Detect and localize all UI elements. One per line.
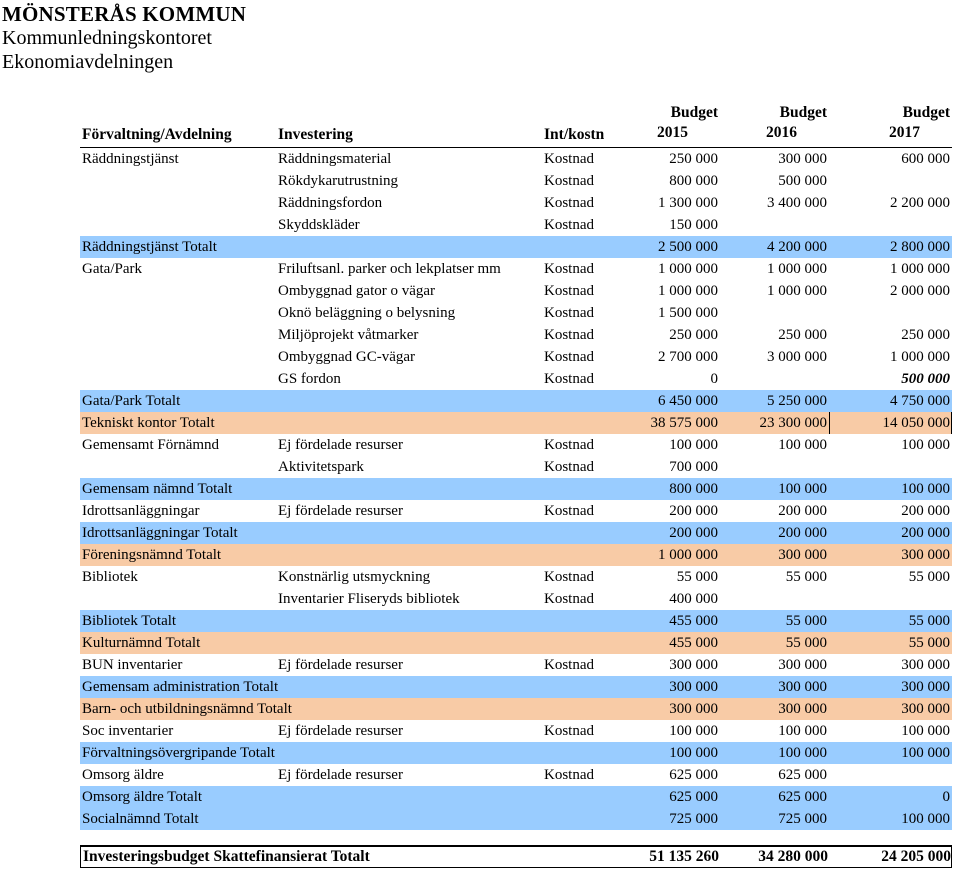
- cell-budget-2017: 200 000: [901, 525, 950, 541]
- budget-label: Budget: [670, 104, 718, 121]
- table-row: [80, 170, 952, 192]
- cell-budget-2015: 800 000: [669, 481, 718, 497]
- cell-int-kostn: Kostnad: [544, 591, 594, 607]
- cell-budget-2015: 1 000 000: [658, 283, 718, 299]
- cell-budget-2017: 55 000: [908, 635, 950, 651]
- cell-budget-2017: 2 800 000: [890, 239, 950, 255]
- cell-budget-2016: 1 000 000: [767, 261, 827, 277]
- cell-budget-2016: [721, 368, 827, 390]
- cell-budget-2016: 200 000: [778, 525, 827, 541]
- cell-budget-2016: 300 000: [778, 547, 827, 563]
- cell-forvaltning: Omsorg äldre Totalt: [82, 789, 203, 805]
- cell-budget-2016: [721, 456, 827, 478]
- cell-investering: Ombyggnad gator o vägar: [278, 283, 436, 299]
- cell-budget-2015: 700 000: [669, 459, 718, 475]
- cell-budget-2016: [721, 214, 827, 236]
- col-header-budget-2016: [721, 103, 827, 143]
- cell-budget-2015: 2 700 000: [658, 349, 718, 365]
- table-row: [80, 456, 952, 478]
- cell-int-kostn: Kostnad: [544, 261, 594, 277]
- cell-budget-2017: 100 000: [901, 811, 950, 827]
- cell-int-kostn: Kostnad: [544, 349, 594, 365]
- cell-budget-2015: 0: [710, 371, 718, 387]
- cell-forvaltning: Gemensam administration Totalt: [82, 679, 279, 695]
- table-row: [80, 588, 952, 610]
- cell-budget-2016: 3 400 000: [767, 195, 827, 211]
- cell-budget-2015: 1 300 000: [658, 195, 718, 211]
- subtotal-row: [80, 808, 952, 830]
- cell-budget-2017: 55 000: [908, 613, 950, 629]
- cell-budget-2017: 1 000 000: [890, 349, 950, 365]
- year-2017: 2017: [889, 124, 920, 141]
- cell-budget-2017: 500 000: [901, 371, 950, 387]
- cell-investering: Miljöprojekt våtmarker: [278, 327, 419, 343]
- cell-budget-2017: 100 000: [901, 723, 950, 739]
- year-2015: 2015: [657, 124, 688, 141]
- cell-int-kostn: Kostnad: [544, 283, 594, 299]
- cell-budget-2017: 300 000: [901, 657, 950, 673]
- cell-budget-2015: 200 000: [669, 503, 718, 519]
- cell-budget-2017: 250 000: [901, 327, 950, 343]
- cell-budget-2017: 300 000: [901, 547, 950, 563]
- cell-int-kostn: Kostnad: [544, 371, 594, 387]
- cell-budget-2017: 0: [942, 789, 950, 805]
- cell-budget-2016: 300 000: [778, 151, 827, 167]
- subtotal-row: [80, 632, 952, 654]
- cell-budget-2015: 455 000: [669, 613, 718, 629]
- col-header-investering: Investering: [278, 126, 353, 143]
- cell-forvaltning: Idrottsanläggningar: [82, 503, 200, 519]
- grand-total-label: Investeringsbudget Skattefinansierat Totalt: [83, 848, 370, 865]
- cell-investering: Aktivitetspark: [278, 459, 364, 475]
- col-header-budget-2015: [612, 103, 718, 143]
- cell-int-kostn: Kostnad: [544, 327, 594, 343]
- cell-int-kostn: Kostnad: [544, 569, 594, 585]
- cell-budget-2017: [844, 302, 950, 324]
- table-row: [80, 192, 952, 214]
- subtotal-row: [80, 786, 952, 808]
- cell-budget-2017: 300 000: [901, 679, 950, 695]
- cell-budget-2015: 100 000: [669, 437, 718, 453]
- table-row: [80, 346, 952, 368]
- org-name: MÖNSTERÅS KOMMUN: [2, 2, 247, 26]
- department-name: Kommunledningskontoret: [2, 27, 212, 49]
- table-row: [80, 764, 952, 786]
- cell-budget-2015: 300 000: [669, 679, 718, 695]
- cell-budget-2016: 300 000: [778, 657, 827, 673]
- cell-budget-2017: [844, 588, 950, 610]
- table-row: [80, 258, 952, 280]
- cell-investering: Konstnärlig utsmyckning: [278, 569, 431, 585]
- subtotal-row: [80, 522, 952, 544]
- cell-budget-2017: 100 000: [901, 437, 950, 453]
- table-row: [80, 500, 952, 522]
- table-row: [80, 214, 952, 236]
- cell-budget-2016: 200 000: [778, 503, 827, 519]
- subtotal-row: [80, 412, 952, 434]
- table-row: [80, 280, 952, 302]
- subtotal-row: [80, 390, 952, 412]
- cell-budget-2017: 300 000: [901, 701, 950, 717]
- cell-investering: Räddningsmaterial: [278, 151, 392, 167]
- cell-forvaltning: Föreningsnämnd Totalt: [82, 547, 222, 563]
- cell-budget-2016: [721, 588, 827, 610]
- cell-budget-2017: [844, 170, 950, 192]
- grand-total-2015: 51 135 260: [649, 848, 719, 865]
- cell-int-kostn: Kostnad: [544, 657, 594, 673]
- cell-investering: GS fordon: [278, 371, 341, 387]
- cell-int-kostn: Kostnad: [544, 305, 594, 321]
- cell-budget-2017: 14 050 000: [882, 415, 950, 431]
- cell-budget-2016: 100 000: [778, 437, 827, 453]
- cell-forvaltning: Barn- och utbildningsnämnd Totalt: [82, 701, 292, 717]
- cell-budget-2016: 100 000: [778, 745, 827, 761]
- cell-budget-2015: 2 500 000: [658, 239, 718, 255]
- cell-int-kostn: Kostnad: [544, 195, 594, 211]
- cell-forvaltning: Tekniskt kontor Totalt: [82, 415, 215, 431]
- cell-forvaltning: Soc inventarier: [82, 723, 174, 739]
- cell-budget-2016: 300 000: [778, 679, 827, 695]
- cell-budget-2015: 400 000: [669, 591, 718, 607]
- cell-budget-2015: 100 000: [669, 723, 718, 739]
- cell-budget-2015: 200 000: [669, 525, 718, 541]
- cell-budget-2015: 150 000: [669, 217, 718, 233]
- cell-budget-2017: 100 000: [901, 481, 950, 497]
- subtotal-row: [80, 544, 952, 566]
- cell-budget-2015: 1 000 000: [658, 261, 718, 277]
- cell-int-kostn: Kostnad: [544, 437, 594, 453]
- col-header-forvaltning: Förvaltning/Avdelning: [82, 126, 232, 143]
- organization-header: [2, 2, 246, 74]
- table-row: [80, 368, 952, 390]
- cell-investering: Ej fördelade resurser: [278, 767, 403, 783]
- cell-investering: Ombyggnad GC-vägar: [278, 349, 416, 365]
- cell-int-kostn: Kostnad: [544, 767, 594, 783]
- table-row: [80, 324, 952, 346]
- cell-forvaltning: Förvaltningsövergripande Totalt: [82, 745, 275, 761]
- cell-budget-2015: 455 000: [669, 635, 718, 651]
- cell-forvaltning: Omsorg äldre: [82, 767, 164, 783]
- cell-budget-2015: 38 575 000: [650, 415, 718, 431]
- cell-int-kostn: Kostnad: [544, 217, 594, 233]
- cell-budget-2015: 250 000: [669, 327, 718, 343]
- cell-budget-2016: 300 000: [778, 701, 827, 717]
- table-row: [80, 302, 952, 324]
- cell-border-2016: [829, 412, 830, 434]
- grand-total-2016: 34 280 000: [758, 848, 828, 865]
- cell-int-kostn: Kostnad: [544, 459, 594, 475]
- cell-forvaltning: Socialnämnd Totalt: [82, 811, 199, 827]
- table-row: [80, 654, 952, 676]
- cell-budget-2017: [844, 456, 950, 478]
- cell-budget-2015: 1 500 000: [658, 305, 718, 321]
- cell-border-2017: [951, 412, 952, 434]
- cell-budget-2016: 1 000 000: [767, 283, 827, 299]
- budget-label: Budget: [779, 104, 827, 121]
- cell-forvaltning: Gata/Park Totalt: [82, 393, 181, 409]
- cell-budget-2016: 625 000: [778, 789, 827, 805]
- cell-budget-2017: 55 000: [908, 569, 950, 585]
- cell-budget-2016: 3 000 000: [767, 349, 827, 365]
- cell-budget-2016: 55 000: [785, 635, 827, 651]
- cell-budget-2015: 1 000 000: [658, 547, 718, 563]
- cell-budget-2017: 600 000: [901, 151, 950, 167]
- subtotal-row: [80, 676, 952, 698]
- cell-investering: Ej fördelade resurser: [278, 437, 403, 453]
- cell-budget-2015: 250 000: [669, 151, 718, 167]
- cell-forvaltning: Idrottsanläggningar Totalt: [82, 525, 238, 541]
- cell-budget-2015: 625 000: [669, 767, 718, 783]
- cell-investering: Ej fördelade resurser: [278, 657, 403, 673]
- cell-budget-2016: [721, 302, 827, 324]
- cell-investering: Ej fördelade resurser: [278, 723, 403, 739]
- cell-budget-2017: 100 000: [901, 745, 950, 761]
- cell-budget-2015: 6 450 000: [658, 393, 718, 409]
- cell-budget-2015: 625 000: [669, 789, 718, 805]
- cell-budget-2016: 55 000: [785, 613, 827, 629]
- cell-investering: Rökdykarutrustning: [278, 173, 398, 189]
- cell-budget-2015: 725 000: [669, 811, 718, 827]
- cell-budget-2016: 5 250 000: [767, 393, 827, 409]
- cell-budget-2016: 725 000: [778, 811, 827, 827]
- cell-budget-2015: 800 000: [669, 173, 718, 189]
- subtotal-row: [80, 236, 952, 258]
- table-row: [80, 566, 952, 588]
- cell-forvaltning: Räddningstjänst: [82, 151, 179, 167]
- cell-budget-2016: 250 000: [778, 327, 827, 343]
- cell-budget-2016: 625 000: [778, 767, 827, 783]
- cell-forvaltning: Gemensamt Förnämnd: [82, 437, 220, 453]
- cell-forvaltning: Bibliotek Totalt: [82, 613, 177, 629]
- cell-budget-2015: 300 000: [669, 657, 718, 673]
- table-row: [80, 148, 952, 170]
- subtotal-row: [80, 610, 952, 632]
- cell-budget-2015: 55 000: [676, 569, 718, 585]
- cell-budget-2017: 2 200 000: [890, 195, 950, 211]
- cell-forvaltning: BUN inventarier: [82, 657, 183, 673]
- budget-label: Budget: [902, 104, 950, 121]
- cell-budget-2015: 300 000: [669, 701, 718, 717]
- subtotal-row: [80, 478, 952, 500]
- cell-budget-2017: 200 000: [901, 503, 950, 519]
- cell-budget-2015: 100 000: [669, 745, 718, 761]
- cell-budget-2017: [844, 214, 950, 236]
- cell-forvaltning: Bibliotek: [82, 569, 138, 585]
- cell-investering: Oknö beläggning o belysning: [278, 305, 456, 321]
- cell-investering: Friluftsanl. parker och lekplatser mm: [278, 261, 501, 277]
- cell-budget-2016: 500 000: [778, 173, 827, 189]
- cell-investering: Räddningsfordon: [278, 195, 383, 211]
- cell-forvaltning: Gata/Park: [82, 261, 142, 277]
- cell-budget-2016: 4 200 000: [767, 239, 827, 255]
- cell-budget-2016: 55 000: [785, 569, 827, 585]
- cell-budget-2016: 100 000: [778, 481, 827, 497]
- cell-int-kostn: Kostnad: [544, 151, 594, 167]
- cell-budget-2017: 4 750 000: [890, 393, 950, 409]
- cell-int-kostn: Kostnad: [544, 503, 594, 519]
- cell-investering: Ej fördelade resurser: [278, 503, 403, 519]
- col-header-int-kostn: Int/kostn: [544, 126, 605, 143]
- subtotal-row: [80, 698, 952, 720]
- cell-investering: Skyddskläder: [278, 217, 360, 233]
- table-row: [80, 434, 952, 456]
- cell-investering: Inventarier Fliseryds bibliotek: [278, 591, 460, 607]
- col-header-budget-2017: [844, 103, 950, 143]
- cell-budget-2016: 23 300 000: [759, 415, 827, 431]
- cell-budget-2017: [844, 764, 950, 786]
- grand-total-row: [80, 845, 952, 868]
- year-2016: 2016: [766, 124, 797, 141]
- cell-int-kostn: Kostnad: [544, 173, 594, 189]
- grand-total-2017: 24 205 000: [881, 848, 951, 865]
- cell-forvaltning: Räddningstjänst Totalt: [82, 239, 217, 255]
- cell-int-kostn: Kostnad: [544, 723, 594, 739]
- subtotal-row: [80, 742, 952, 764]
- cell-budget-2016: 100 000: [778, 723, 827, 739]
- cell-budget-2017: 1 000 000: [890, 261, 950, 277]
- cell-budget-2017: 2 000 000: [890, 283, 950, 299]
- table-row: [80, 720, 952, 742]
- cell-forvaltning: Kulturnämnd Totalt: [82, 635, 201, 651]
- cell-forvaltning: Gemensam nämnd Totalt: [82, 481, 233, 497]
- unit-name: Ekonomiavdelningen: [2, 51, 174, 73]
